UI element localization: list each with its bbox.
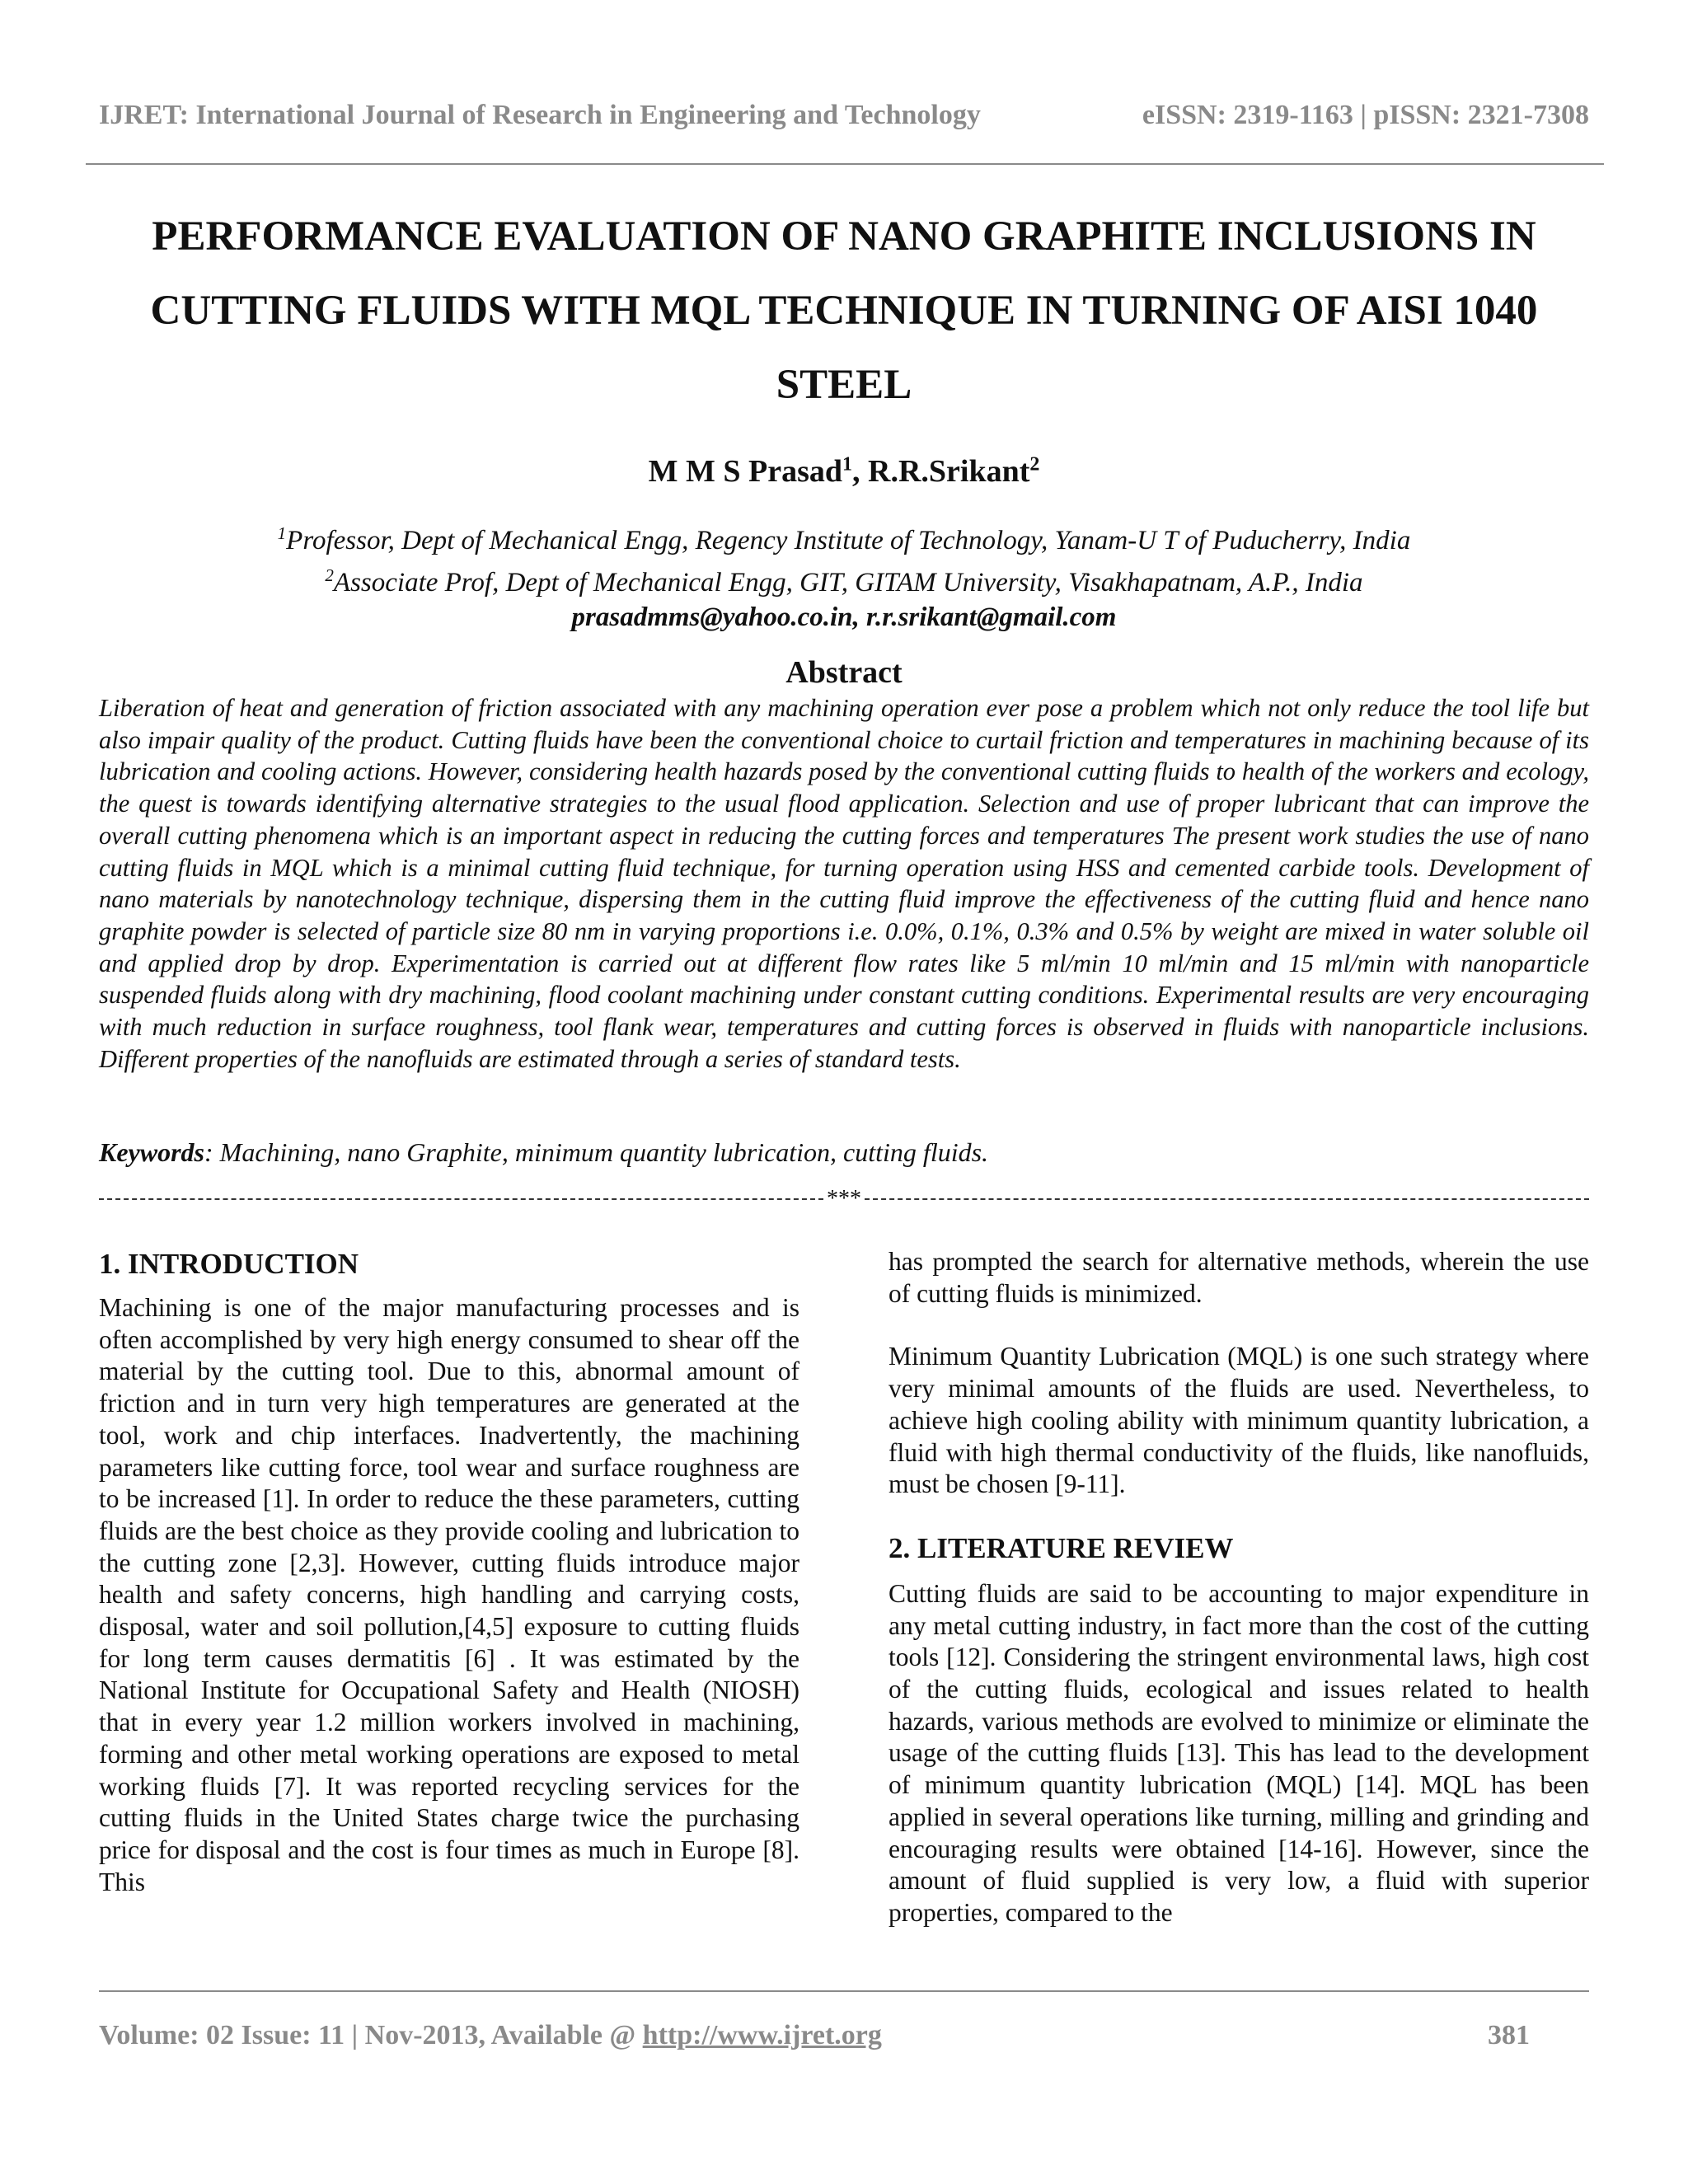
authors	[99, 453, 1589, 490]
abstract-heading: Abstract	[785, 655, 903, 690]
footer-volume-text: Volume: 02 Issue: 11 | Nov-2013, Available @	[99, 2020, 643, 2050]
affiliation-text: Associate Prof, Dept of Mechanical Engg, GIT, GITAM University, Visakhapatnam, A.P., India	[333, 568, 1363, 598]
author-superscript: 2	[1029, 453, 1040, 476]
header-rule	[86, 163, 1604, 165]
keywords-text: : Machining, nano Graphite, minimum quantity lubrication, cutting fluids.	[204, 1137, 989, 1167]
column-left	[99, 1246, 799, 1898]
affiliation	[99, 558, 1589, 600]
journal-name: IJRET: International Journal of Research in Engineering and Technology	[99, 100, 981, 130]
running-header	[99, 99, 1589, 132]
paragraph: Machining is one of the major manufacturing processes and is often accomplished by very high energy consumed to shear off the material by the cutting tool. Due to this, abnormal amount of friction and in turn very high temperatures are generated at the tool, work and chip interfaces. Inadvertently, the machining parameters like cutting force, tool wear and surface roughness are to be increased [1]. In order to reduce the these parameters, cutting fluids are the best choice as they provide cooling and lubrication to the cutting zone [2,3]. However, cutting fluids introduce major health and safety concerns, high handling and carrying costs, disposal, water and soil pollution,[4,5] exposure to cutting fluids for long term causes dermatitis [6] . It was estimated by the National Institute for Occupational Safety and Health (NIOSH) that in every year 1.2 million workers involved in machining, forming and other metal working operations are exposed to metal working fluids [7]. It was reported recycling services for the cutting fluids in the United States charge twice the purchasing price for disposal and the cost is four times as much in Europe [8]. This	[99, 1293, 799, 1896]
column-right	[889, 1246, 1589, 1929]
page-number: 381	[1488, 2020, 1530, 2050]
author-name: R.R.Srikant	[868, 454, 1030, 489]
affiliation-superscript: 1	[277, 523, 287, 543]
separator-dash-left	[99, 1198, 823, 1200]
journal-url-link[interactable]: http://www.ijret.org	[642, 2020, 882, 2050]
paragraph: has prompted the search for alternative methods, wherein the use of cutting fluids is minimized.	[889, 1247, 1589, 1308]
author-separator: ,	[852, 454, 868, 489]
author-emails: prasadmms@yahoo.co.in, r.r.srikant@gmail.com	[571, 602, 1117, 632]
separator-dash-right	[865, 1198, 1589, 1200]
page-footer	[99, 2018, 1530, 2054]
author-name: M M S Prasad	[648, 454, 842, 489]
affiliation-text: Professor, Dept of Mechanical Engg, Regency Institute of Technology, Yanam-U T of Puducherry, India	[286, 526, 1411, 555]
footer-rule	[99, 1990, 1589, 1992]
paragraph: Minimum Quantity Lubrication (MQL) is one such strategy where very minimal amounts of the fluids are used. Nevertheless, to achieve high cooling ability with minimum quantity lubrication, a fluid with high thermal conductivity of the fluids, like nanofluids, must be chosen [9-11].	[889, 1342, 1589, 1499]
keywords	[99, 1137, 1589, 1168]
affiliations	[99, 516, 1589, 635]
author-superscript: 1	[842, 453, 852, 476]
section-separator	[99, 1187, 1589, 1212]
affiliation	[99, 516, 1589, 558]
abstract-text: Liberation of heat and generation of friction associated with any machining operation ever pose a problem which not only reduce the tool life but also impair quality of the product. Cutting fluids have been the conventional choice to curtail friction and temperatures in machining because of its lubrication and cooling actions. However, considering health hazards posed by the conventional cutting fluids to health of the workers and ecology, the quest is towards identifying alternative strategies to the usual flood application. Selection and use of proper lubricant that can improve the overall cutting phenomena which is an important aspect in reducing the cutting forces and temperatures The present work studies the use of nano cutting fluids in MQL which is a minimal cutting fluid technique, for turning operation using HSS and cemented carbide tools. Development of nano materials by nanotechnology technique, dispersing them in the cutting fluid improve the effectiveness of the cutting fluid and hence nano graphite powder is selected of particle size 80 nm in varying proportions i.e. 0.0%, 0.1%, 0.3% and 0.5% by weight are mixed in water soluble oil and applied drop by drop. Experimentation is carried out at different flow rates like 5 ml/min 10 ml/min and 15 ml/min with nanoparticle suspended fluids along with dry machining, flood coolant machining under constant cutting conditions. Experimental results are very encouraging with much reduction in surface roughness, tool flank wear, temperatures and cutting forces is observed in fluids with nanoparticle inclusions. Different properties of the nanofluids are estimated through a series of standard tests.	[99, 694, 1589, 1073]
section-heading: 2. LITERATURE REVIEW	[889, 1531, 1234, 1564]
affiliation-superscript: 2	[325, 565, 334, 585]
keywords-label: Keywords	[99, 1137, 204, 1167]
paper-title: PERFORMANCE EVALUATION OF NANO GRAPHITE INCLUSIONS IN CUTTING FLUIDS WITH MQL TECHNIQUE IN TURNING OF AISI 1040 STEEL	[150, 213, 1538, 408]
section-heading: 1. INTRODUCTION	[99, 1248, 359, 1280]
separator-stars: ***	[827, 1186, 861, 1212]
issn: eISSN: 2319-1163 | pISSN: 2321-7308	[1142, 100, 1589, 130]
paragraph: Cutting fluids are said to be accounting to major expenditure in any metal cutting industry, in fact more than the cost of the cutting tools [12]. Considering the stringent environmental laws, high cost of the cutting fluids, ecological and issues related to health hazards, various methods are evolved to minimize or eliminate the usage of the cutting fluids [13]. This has lead to the development of minimum quantity lubrication (MQL) [14]. MQL has been applied in several operations like turning, milling and grinding and encouraging results were obtained [14-16]. However, since the amount of fluid supplied is very low, a fluid with superior properties, compared to the	[889, 1578, 1589, 1927]
footer-volume	[99, 2020, 882, 2051]
